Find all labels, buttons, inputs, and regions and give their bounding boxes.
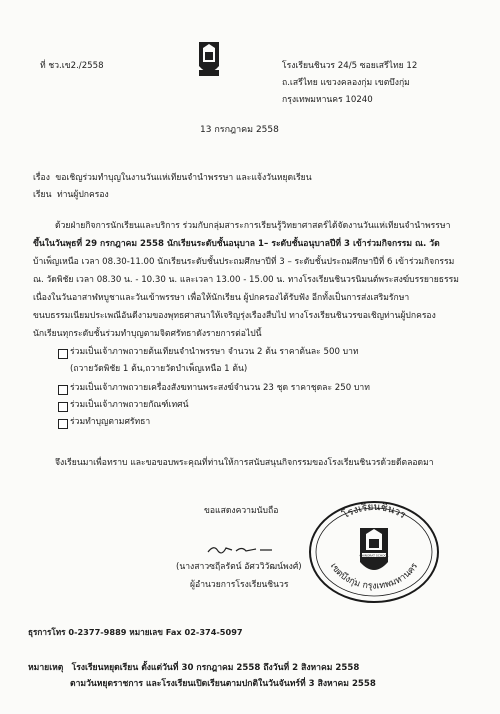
- option-label: ร่วมเป็นเจ้าภาพถวายเครื่องสังฆทานพระสงฆ์จำนวน 23 ชุด ราคาชุดละ 250 บาท: [70, 383, 370, 393]
- body-line: บ้าเพ็ญเหนือ เวลา 08.30-11.00 นักเรียนระดับชั้นประถมศึกษาปีที่ 3 – ระดับชั้นประถมศึกษาปีที่ 6 เข้าร่วมกิจกรรม: [33, 257, 455, 267]
- regards-text: ขอแสดงความนับถือ: [204, 506, 279, 516]
- signer-name: (นางสาวซฤีลรัตน์ อัศววิวัฒน์พงศ์): [176, 562, 302, 572]
- option-sublabel: (ถวายวัดพิชัย 1 ต้น,ถวายวัดบำเพ็ญเหนือ 1 ต้น): [70, 364, 248, 374]
- seal-top-text: โรงเรียนชินวร: [340, 501, 408, 522]
- note-text-1: โรงเรียนหยุดเรียน ตั้งแต่วันที่ 30 กรกฎาคม 2558 ถึงวันที่ 2 สิงหาคม 2558: [71, 663, 360, 673]
- option-checkbox[interactable]: [58, 402, 68, 412]
- address-line-1: โรงเรียนชินวร 24/5 ซอยเสรีไทย 12: [282, 61, 418, 71]
- address-line-3: กรุงเทพมหานคร 10240: [282, 95, 373, 105]
- body-line: นักเรียนทุกระดับชั้นร่วมทำบุญตามจิตศรัทธาดังรายการต่อไปนี้: [33, 329, 262, 339]
- option-checkbox[interactable]: [58, 419, 68, 429]
- option-checkbox[interactable]: [58, 349, 68, 359]
- note-label: หมายเหตุ: [28, 663, 64, 673]
- note-text-2: ตามวันหยุดราชการ และโรงเรียนเปิดเรียนตามปกติในวันจันทร์ที่ 3 สิงหาคม 2558: [70, 679, 376, 689]
- subject-label: เรื่อง: [33, 173, 50, 183]
- signature-icon: [206, 542, 276, 556]
- body-line: ขนบธรรมเนียมประเพณีอันดีงามของพุทธศาสนาให้เจริญรุ่งเรืองสืบไป ทางโรงเรียนชินวรขอเชิญท่านผู้ปกครอง: [33, 311, 436, 321]
- footer-contact: ธุรการโทร 0-2377-9889 หมายเลข Fax 02-374-5097: [28, 627, 243, 637]
- address-line-2: ถ.เสรีไทย แขวงคลองกุ่ม เขตบึงกุ่ม: [282, 78, 410, 88]
- note-line-1: [28, 662, 359, 674]
- body-line: ณ. วัดพิชัย เวลา 08.30 น. - 10.30 น. และเวลา 13.00 - 15.00 น. ทางโรงเรียนชินวรนิมนต์พระสงฆ์บรรยายธรรม: [33, 275, 459, 285]
- subject-text: ขอเชิญร่วมทำบุญในงานวันแห่เทียนจำนำพรรษา และแจ้งวันหยุดเรียน: [55, 173, 312, 183]
- letter-date: 13 กรกฎาคม 2558: [200, 125, 279, 135]
- subject-line: [33, 172, 312, 184]
- closing-text: จึงเรียนมาเพื่อทราบ และขอขอบพระคุณที่ท่านให้การสนับสนุนกิจกรรมของโรงเรียนชินวรด้วยดีตลอดมา: [55, 458, 434, 468]
- body-line: ขึ้นในวันพุธที่ 29 กรกฎาคม 2558 นักเรียนระดับชั้นอนุบาล 1– ระดับชั้นอนุบาลปีที่ 3 เข้าร่วมกิจกรรม ณ. วัด: [33, 239, 440, 249]
- body-line: ด้วยฝ่ายกิจการนักเรียนและบริการ ร่วมกับกลุ่มสาระการเรียนรู้วิทยาศาสตร์ได้จัดงานวันแห่เทียนจำนำพรรษา: [55, 221, 451, 231]
- recipient-label: เรียน: [33, 190, 52, 200]
- option-label: ร่วมเป็นเจ้าภาพถวายกัณฑ์เทศน์: [70, 400, 189, 410]
- reference-number: ที่ ชว.เข2./2558: [40, 61, 104, 71]
- option-label: ร่วมทำบุญตามศรัทธา: [70, 417, 151, 427]
- signer-title: ผู้อำนวยการโรงเรียนชินวร: [190, 580, 289, 590]
- option-checkbox[interactable]: [58, 385, 68, 395]
- option-label: ร่วมเป็นเจ้าภาพถวายต้นเทียนจำนำพรรษา จำนวน 2 ต้น ราคาต้นละ 500 บาท: [70, 347, 359, 357]
- school-logo: [195, 40, 223, 80]
- seal-bottom-text: เขตบึงกุ่ม กรุงเทพมหานคร: [327, 561, 421, 592]
- seal-inner-text: CHINORAT SCHOOL: [359, 553, 389, 558]
- recipient-text: ท่านผู้ปกครอง: [56, 190, 109, 200]
- recipient-line: [33, 189, 109, 201]
- school-seal: [306, 498, 442, 604]
- body-line: เนื่องในวันอาสาฬหบูชาและวันเข้าพรรษา เพื่อให้นักเรียน ผู้ปกครองได้รับฟัง อีกทั้งเป็นการส่งเสริมรักษา: [33, 293, 410, 303]
